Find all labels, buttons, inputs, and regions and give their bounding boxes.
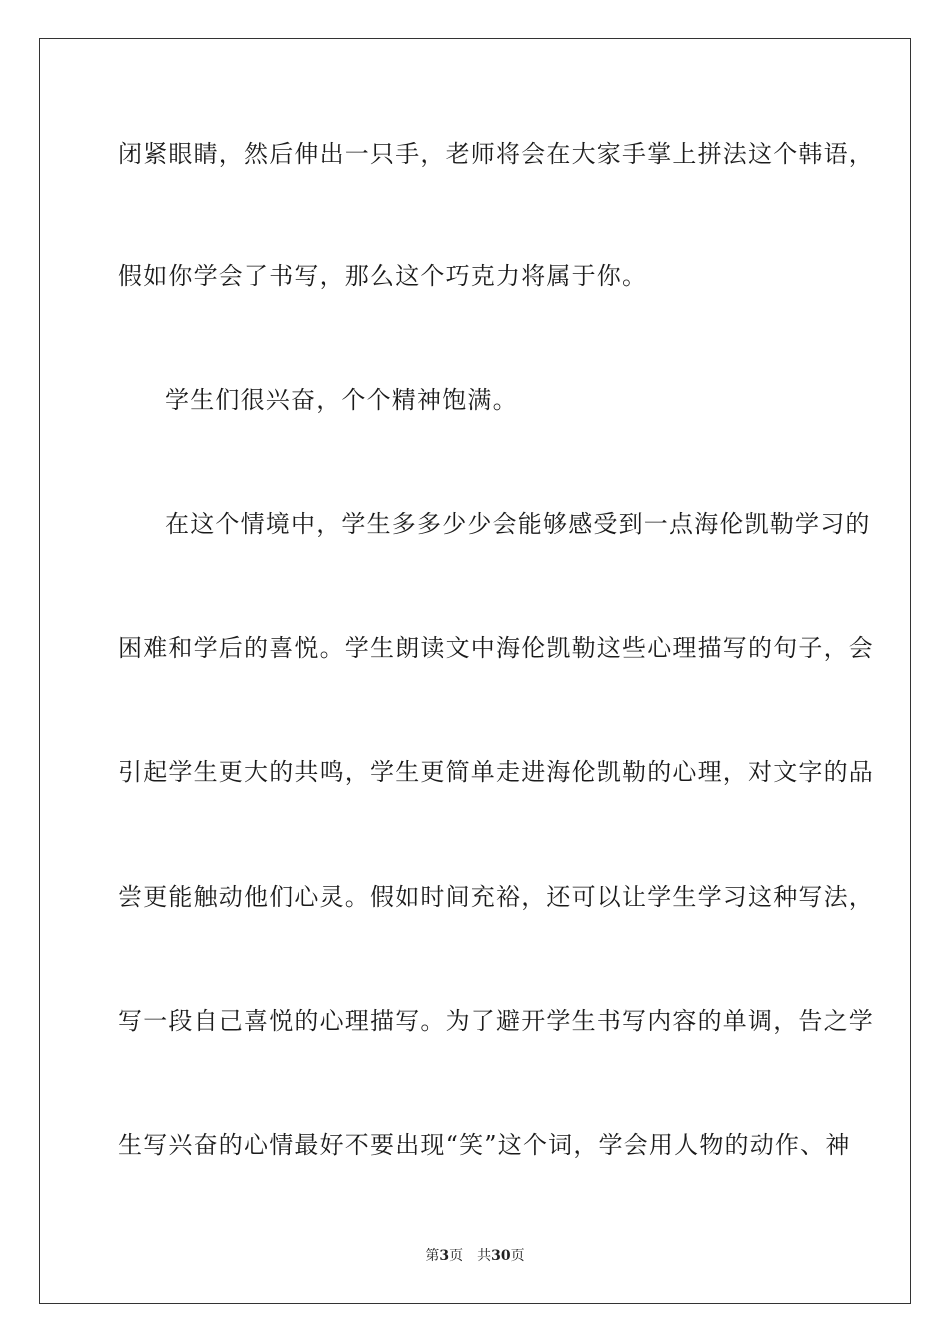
- body-text-line: 假如你学会了书写，那么这个巧克力将属于你。: [118, 262, 648, 290]
- total-label-prefix: 共: [477, 1248, 492, 1264]
- body-text-line: 在这个情境中，学生多多少少会能够感受到一点海伦凯勒学习的: [165, 510, 871, 538]
- page-label-prefix: 第: [425, 1248, 440, 1264]
- page-label-suffix: 页: [449, 1248, 464, 1264]
- page-footer: [0, 1246, 950, 1266]
- body-text-line: 引起学生更大的共鸣，学生更简单走进海伦凯勒的心理，对文字的品: [118, 758, 874, 786]
- total-pages: 30: [491, 1248, 511, 1264]
- body-text-line: 闭紧眼睛，然后伸出一只手，老师将会在大家手掌上拼法这个韩语，: [118, 140, 874, 168]
- body-text-line: 困难和学后的喜悦。学生朗读文中海伦凯勒这些心理描写的句子，会: [118, 634, 874, 662]
- total-label-suffix: 页: [510, 1248, 525, 1264]
- body-text-line: 尝更能触动他们心灵。假如时间充裕，还可以让学生学习这种写法，: [118, 883, 874, 911]
- page-border: [39, 38, 911, 1304]
- body-text-line: 写一段自己喜悦的心理描写。为了避开学生书写内容的单调，告之学: [118, 1007, 874, 1035]
- body-text-line: 生写兴奋的心情最好不要出现“笑”这个词，学会用人物的动作、神: [118, 1131, 851, 1159]
- page-number: 3: [439, 1248, 450, 1264]
- body-text-line: 学生们很兴奋，个个精神饱满。: [165, 386, 518, 414]
